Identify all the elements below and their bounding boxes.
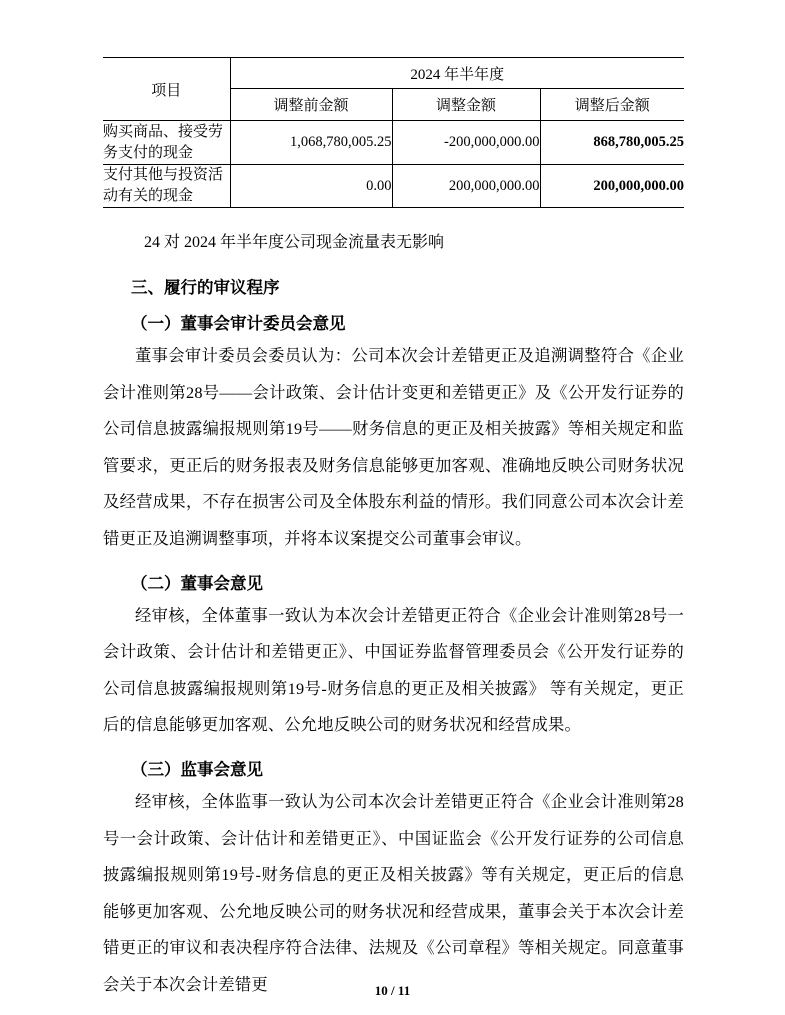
- amount-adjustment: -200,000,000.00: [392, 121, 540, 165]
- amount-adjustment: 200,000,000.00: [392, 165, 540, 208]
- supervisory-board-opinion-paragraph: 经审核，全体监事一致认为公司本次会计差错更正符合《企业会计准则第28号一会计政策、会计估计和差错更正》、中国证监会《公开发行证券的公司信息披露编报规则第19号-财务信息的更正及相关披露》等有关规定，更正后的信息能够更加客观、公允地反映公司的财务状况和经营成果，董事会关于本次会计差错更正的审议和表决程序符合法律、法规及《公司章程》等相关规定。同意董事会关于本次会计差错更: [103, 791, 684, 994]
- subheader-before-amount: 调整前金额: [230, 89, 392, 121]
- subsection-heading-audit-committee-opinion: （一）董事会审计委员会意见: [131, 314, 346, 333]
- table-header-row-period: [103, 58, 684, 89]
- table-header-period: 2024 年半年度: [230, 58, 684, 89]
- row-label-purchase-goods: 购买商品、接受劳务支付的现金: [103, 121, 230, 165]
- financial-adjustment-table: [103, 57, 684, 208]
- subsection-heading-supervisory-board-opinion: （三）监事会意见: [131, 759, 263, 779]
- section-heading-review-procedures: 三、履行的审议程序: [131, 278, 280, 297]
- table-row: [103, 121, 684, 165]
- amount-after: 200,000,000.00: [540, 165, 684, 208]
- table-header-item: 项目: [103, 58, 230, 121]
- board-opinion-paragraph: 经审核，全体董事一致认为本次会计差错更正符合《企业会计准则第28号一会计政策、会计估计和差错更正》、中国证券监督管理委员会《公开发行证券的公司信息披露编报规则第19号-财务信息的更正及相关披露》 等有关规定，更正后的信息能够更加客观、公允地反映公司的财务状况和经营成果。: [103, 605, 684, 735]
- audit-committee-opinion-paragraph: 董事会审计委员会委员认为：公司本次会计差错更正及追溯调整符合《企业会计准则第28号——会计政策、会计估计变更和差错更正》及《公开发行证券的公司信息披露编报规则第19号——财务信息的更正及相关披露》等相关规定和监管要求，更正后的财务报表及财务信息能够更加客观、准确地反映公司财务状况及经营成果，不存在损害公司及全体股东利益的情形。我们同意公司本次会计差错更正及追溯调整事项，并将本议案提交公司董事会审议。: [103, 346, 684, 548]
- row-label-other-investing: 支付其他与投资活动有关的现金: [103, 165, 230, 208]
- subheader-after-amount: 调整后金额: [540, 89, 684, 121]
- table-row: [103, 165, 684, 208]
- note-cash-flow-no-impact: 24 对 2024 年半年度公司现金流量表无影响: [144, 234, 445, 251]
- page-number: 10 / 11: [374, 983, 411, 998]
- amount-before: 0.00: [230, 165, 392, 208]
- subsection-heading-board-opinion: （二）董事会意见: [131, 573, 263, 593]
- subheader-adjustment-amount: 调整金额: [392, 89, 540, 121]
- amount-before: 1,068,780,005.25: [230, 121, 392, 165]
- amount-after: 868,780,005.25: [540, 121, 684, 165]
- page-content: [103, 0, 684, 1004]
